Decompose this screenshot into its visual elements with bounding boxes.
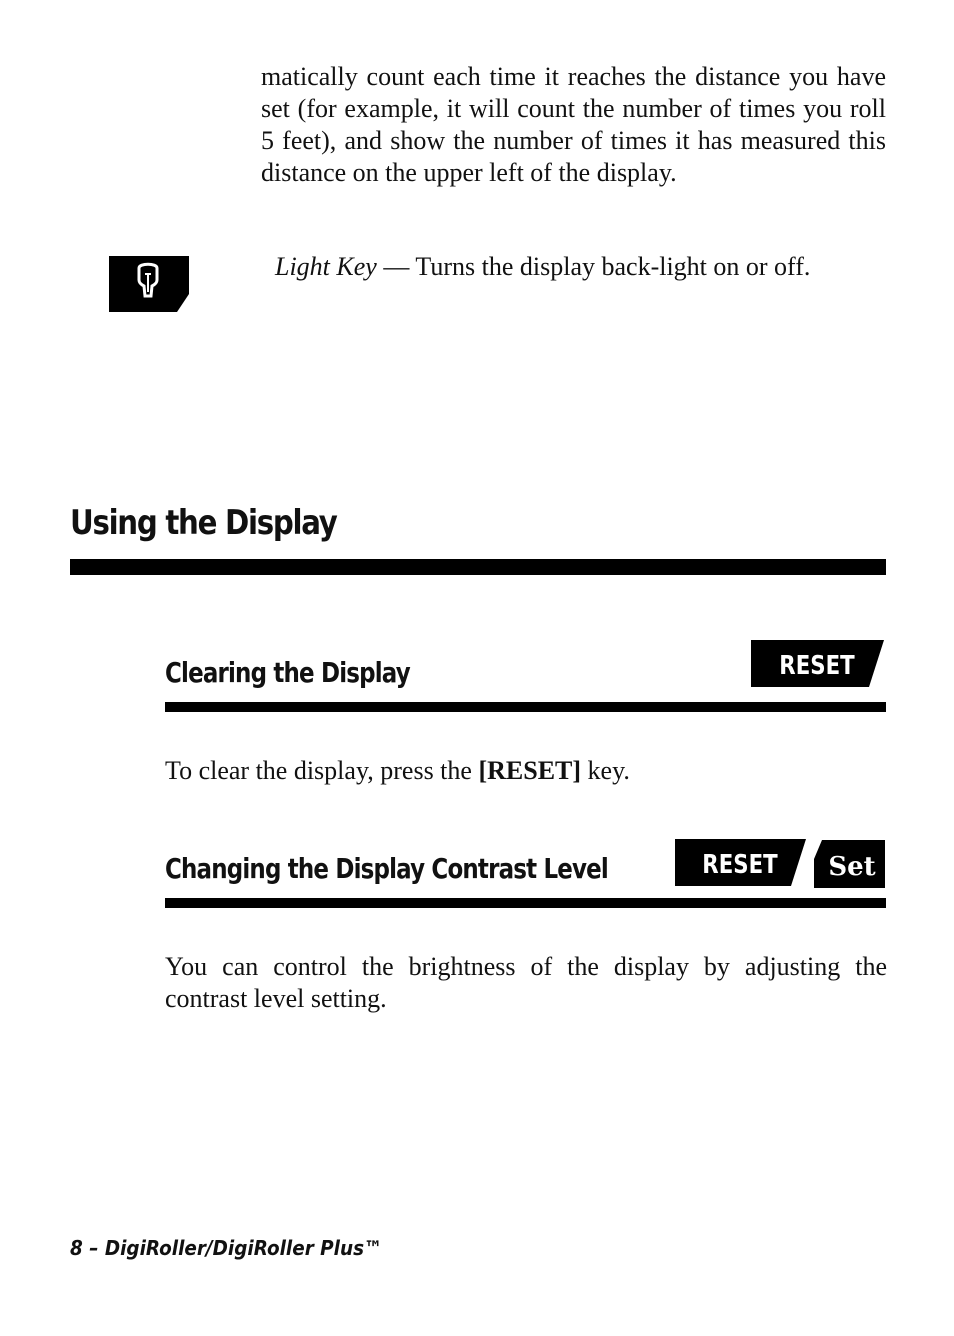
light-key-text: — Turns the display back-light on or off. <box>376 252 811 281</box>
set-key-label: Set <box>828 852 876 882</box>
reset-key-icon <box>675 839 807 887</box>
reset-key-label: RESET <box>779 649 855 681</box>
clearing-heading: Clearing the Display <box>165 656 410 689</box>
light-key-name: Light Key <box>275 252 377 281</box>
reset-key-icon <box>751 640 885 688</box>
clearing-rule <box>165 702 886 712</box>
page-footer: 8 – DigiRoller/DigiRoller Plus™ <box>70 1236 383 1260</box>
continuation-paragraph: matically count each time it reaches the distance you have set (for example, it will count the number of times you roll 5 feet), and show the number of times it has measured this distance on the upper left of the display. <box>261 62 886 187</box>
contrast-paragraph: You can control the brightness of the display by adjusting the contrast level setting. <box>165 952 887 1013</box>
reset-key-reference: [RESET] <box>478 756 582 785</box>
contrast-heading: Changing the Display Contrast Level <box>165 852 608 885</box>
section-title: Using the Display <box>70 503 337 543</box>
clearing-text-after: key. <box>581 756 630 785</box>
contrast-rule <box>165 898 886 908</box>
reset-key-label: RESET <box>702 848 778 880</box>
clearing-paragraph <box>165 755 895 787</box>
light-key-description <box>275 251 895 283</box>
clearing-text-before: To clear the display, press the <box>165 756 479 785</box>
light-key-icon <box>105 254 191 314</box>
set-key-icon <box>810 839 886 889</box>
section-rule <box>70 559 886 575</box>
